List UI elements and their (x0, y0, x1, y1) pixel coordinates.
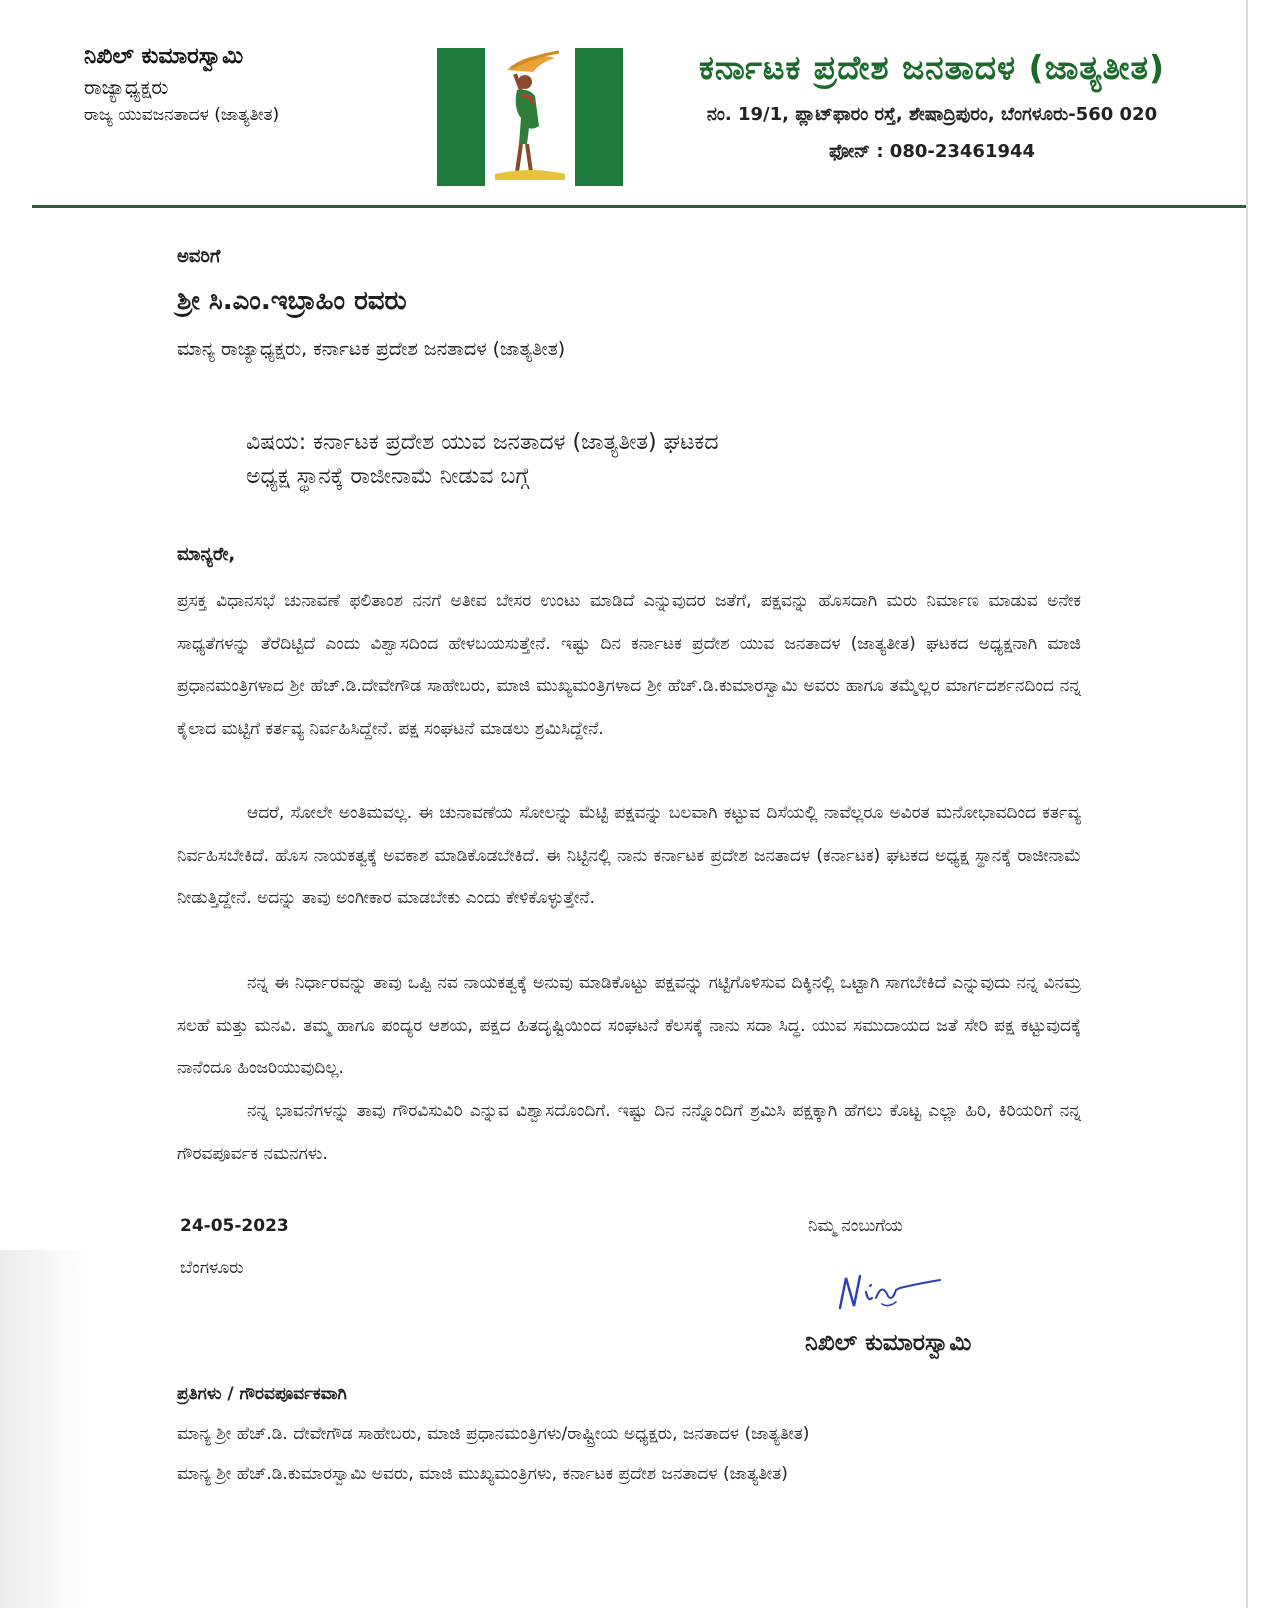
farmer-woman-logo-icon (437, 48, 623, 186)
letterhead-party (662, 48, 1202, 162)
subject-line-2: ಅಧ್ಯಕ್ಷ ಸ್ಥಾನಕ್ಕೆ ರಾಜೀನಾಮೆ ನೀಡುವ ಬಗ್ಗೆ (246, 464, 530, 489)
party-address: ನಂ. 19/1, ಪ್ಲಾಟ್‌ಫಾರಂ ರಸ್ತೆ, ಶೇಷಾದ್ರಿಪುರಂ, ಬೆಂಗಳೂರು-560 020 (706, 104, 1158, 125)
recipient-title: ಮಾನ್ಯ ರಾಜ್ಯಾಧ್ಯಕ್ಷರು, ಕರ್ನಾಟಕ ಪ್ರದೇಶ ಜನತಾದಳ (ಜಾತ್ಯತೀತ) (177, 338, 566, 360)
sender-org: ರಾಜ್ಯ ಯುವಜನತಾದಳ (ಜಾತ್ಯತೀತ) (84, 105, 280, 125)
copy-recipient-2: ಮಾನ್ಯ ಶ್ರೀ ಹೆಚ್.ಡಿ.ಕುಮಾರಸ್ವಾಮಿ ಅವರು, ಮಾಜಿ ಮುಖ್ಯಮಂತ್ರಿಗಳು, ಕರ್ನಾಟಕ ಪ್ರದೇಶ ಜನತಾದಳ (ಜಾತ್ಯತೀತ) (177, 1464, 788, 1484)
body-paragraph-2: ಆದರೆ, ಸೋಲೇ ಅಂತಿಮವಲ್ಲ. ಈ ಚುನಾವಣೆಯ ಸೋಲನ್ನು ಮೆಟ್ಟಿ ಪಕ್ಷವನ್ನು ಬಲವಾಗಿ ಕಟ್ಟುವ ದಿಸೆಯಲ್ಲಿ ನಾವೆಲ್ಲರೂ ಅವಿರತ ಮನೋಭಾವದಿಂದ ಕರ್ತವ್ಯ ನಿರ್ವಹಿಸಬೇಕಿದೆ. ಹೊಸ ನಾಯಕತ್ವಕ್ಕೆ ಅವಕಾಶ ಮಾಡಿಕೊಡಬೇಕಿದೆ. ಈ ನಿಟ್ಟಿನಲ್ಲಿ ನಾನು ಕರ್ನಾಟಕ ಪ್ರದೇಶ ಜನತಾದಳ (ಕರ್ನಾಟಕ) ಘಟಕದ ಅಧ್ಯಕ್ಷ ಸ್ಥಾನಕ್ಕೆ ರಾಜೀನಾಮೆ ನೀಡುತ್ತಿದ್ದೇನೆ. ಅದನ್ನು ತಾವು ಅಂಗೀಕಾರ ಮಾಡಬೇಕು ಎಂದು ಕೇಳಿಕೊಳ್ಳುತ್ತೇನೆ. (177, 803, 1081, 909)
body-paragraph-3: ನನ್ನ ಈ ನಿರ್ಧಾರವನ್ನು ತಾವು ಒಪ್ಪಿ ನವ ನಾಯಕತ್ವಕ್ಕೆ ಅನುವು ಮಾಡಿಕೊಟ್ಟು ಪಕ್ಷವನ್ನು ಗಟ್ಟಿಗೊಳಿಸುವ ದಿಕ್ಕಿನಲ್ಲಿ ಒಟ್ಟಾಗಿ ಸಾಗಬೇಕಿದೆ ಎನ್ನುವುದು ನನ್ನ ವಿನಮ್ರ ಸಲಹೆ ಮತ್ತು ಮನವಿ. ತಮ್ಮ ಹಾಗೂ ಪಂದ್ಯರ ಆಶಯ, ಪಕ್ಷದ ಹಿತದೃಷ್ಟಿಯಿಂದ ಸಂಘಟನೆ ಕೆಲಸಕ್ಕೆ ನಾನು ಸದಾ ಸಿದ್ಧ. ಯುವ ಸಮುದಾಯದ ಜತೆ ಸೇರಿ ಪಕ್ಷ ಕಟ್ಟುವುದಕ್ಕೆ ನಾನೆಂದೂ ಹಿಂಜರಿಯುವುದಿಲ್ಲ. (177, 973, 1081, 1079)
scan-shadow (0, 1250, 90, 1608)
recipient-name: ಶ್ರೀ ಸಿ.ಎಂ.ಇಬ್ರಾಹಿಂ ರವರು (177, 286, 407, 316)
copy-recipient-1: ಮಾನ್ಯ ಶ್ರೀ ಹೆಚ್.ಡಿ. ದೇವೇಗೌಡ ಸಾಹೇಬರು, ಮಾಜಿ ಪ್ರಧಾನಮಂತ್ರಿಗಳು/ರಾಷ್ಟ್ರೀಯ ಅಧ್ಯಕ್ಷರು, ಜನತಾದಳ (ಜಾತ್ಯತೀತ) (177, 1424, 810, 1444)
letter-place: ಬೆಂಗಳೂರು (180, 1258, 244, 1278)
sender-role: ರಾಜ್ಯಾಧ್ಯಕ್ಷರು (84, 75, 169, 99)
body-paragraph-1: ಪ್ರಸಕ್ತ ವಿಧಾನಸಭೆ ಚುನಾವಣೆ ಫಲಿತಾಂಶ ನನಗೆ ಅತೀವ ಬೇಸರ ಉಂಟು ಮಾಡಿದೆ ಎನ್ನುವುದರ ಜತೆಗೆ, ಪಕ್ಷವನ್ನು ಹೊಸದಾಗಿ ಮರು ನಿರ್ಮಾಣ ಮಾಡುವ ಅನೇಕ ಸಾಧ್ಯತೆಗಳನ್ನು ತೆರೆದಿಟ್ಟಿದೆ ಎಂದು ವಿಶ್ವಾಸದಿಂದ ಹೇಳಬಯಸುತ್ತೇನೆ. ಇಷ್ಟು ದಿನ ಕರ್ನಾಟಕ ಪ್ರದೇಶ ಯುವ ಜನತಾದಳ (ಜಾತ್ಯತೀತ) ಘಟಕದ ಅಧ್ಯಕ್ಷನಾಗಿ ಮಾಜಿ ಪ್ರಧಾನಮಂತ್ರಿಗಳಾದ ಶ್ರೀ ಹೆಚ್.ಡಿ.ದೇವೇಗೌಡ ಸಾಹೇಬರು, ಮಾಜಿ ಮುಖ್ಯಮಂತ್ರಿಗಳಾದ ಶ್ರೀ ಹೆಚ್.ಡಿ.ಕುಮಾರಸ್ವಾಮಿ ಅವರು ಹಾಗೂ ತಮ್ಮೆಲ್ಲರ ಮಾರ್ಗದರ್ಶನದಿಂದ ನನ್ನ ಕೈಲಾದ ಮಟ್ಟಿಗೆ ಕರ್ತವ್ಯ ನಿರ್ವಹಿಸಿದ್ದೇನೆ. ಪಕ್ಷ ಸಂಘಟನೆ ಮಾಡಲು ಶ್ರಮಿಸಿದ್ದೇನೆ. (177, 591, 1081, 739)
closing: ನಿಮ್ಮ ನಂಬುಗೆಯ (808, 1216, 903, 1236)
party-name: ಕರ್ನಾಟಕ ಪ್ರದೇಶ ಜನತಾದಳ (ಜಾತ್ಯತೀತ) (698, 48, 1166, 87)
party-phone: ಫೋನ್ : 080-23461944 (828, 141, 1036, 162)
salutation: ಮಾನ್ಯರೇ, (177, 544, 236, 565)
copies-label: ಪ್ರತಿಗಳು / ಗೌರವಪೂರ್ವಕವಾಗಿ (177, 1384, 347, 1404)
body-paragraph-4: ನನ್ನ ಭಾವನೆಗಳನ್ನು ತಾವು ಗೌರವಿಸುವಿರಿ ಎನ್ನುವ ವಿಶ್ವಾಸದೊಂದಿಗೆ. ಇಷ್ಟು ದಿನ ನನ್ನೊಂದಿಗೆ ಶ್ರಮಿಸಿ ಪಕ್ಷಕ್ಕಾಗಿ ಹೆಗಲು ಕೊಟ್ಟ ಎಲ್ಲಾ ಹಿರಿ, ಕಿರಿಯರಿಗೆ ನನ್ನ ಗೌರವಪೂರ್ವಕ ನಮನಗಳು. (177, 1101, 1081, 1164)
page-edge (1246, 0, 1248, 1608)
sender-name: ನಿಖಿಲ್ ಕುಮಾರಸ್ವಾಮಿ (84, 44, 244, 69)
letterhead-sender (84, 44, 424, 125)
to-label: ಅವರಿಗೆ (177, 246, 221, 267)
header-divider (32, 205, 1246, 208)
handwritten-signature-icon (836, 1268, 946, 1314)
subject-line-1: ವಿಷಯ: ಕರ್ನಾಟಕ ಪ್ರದೇಶ ಯುವ ಜನತಾದಳ (ಜಾತ್ಯತೀತ) ಘಟಕದ (246, 430, 719, 455)
letter-date: 24-05-2023 (180, 1216, 289, 1236)
signatory-name: ನಿಖಿಲ್ ಕುಮಾರಸ್ವಾಮಿ (805, 1330, 972, 1356)
subject (246, 426, 966, 494)
